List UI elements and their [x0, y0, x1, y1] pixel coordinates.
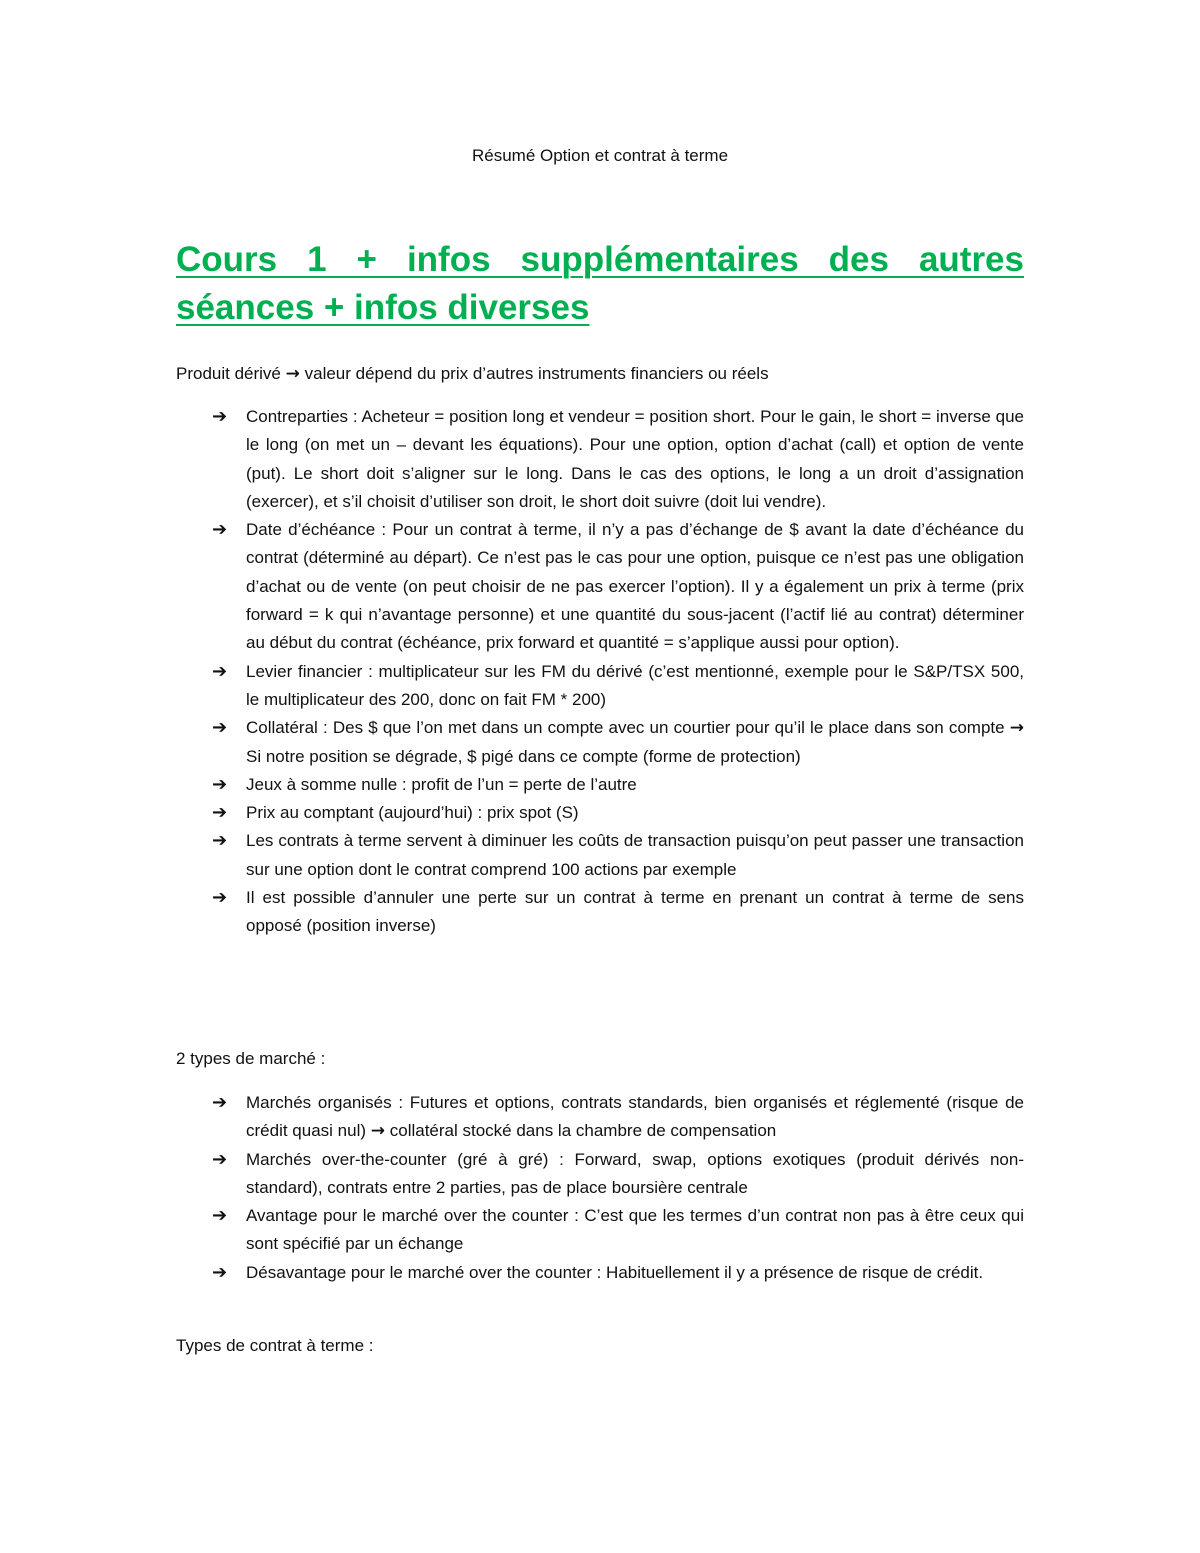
list-item: [212, 799, 1024, 827]
list-item: [212, 1259, 1024, 1287]
document-header: Résumé Option et contrat à terme: [471, 146, 729, 165]
list-item-text: Marchés over-the-counter (gré à gré) : Forward, swap, options exotiques (produit dérivés non-standard), contrats entre 2 parties, pas de place boursière centrale: [246, 1149, 1024, 1197]
list-item-text: Collatéral : Des $ que l’on met dans un compte avec un courtier pour qu’il le place dans son compte: [246, 718, 1005, 738]
arrow-right-icon: →: [370, 1121, 385, 1142]
bullet-list-definitions: [212, 403, 1024, 941]
arrow-bullet-icon: ➔: [212, 660, 228, 682]
intro-term: Produit dérivé: [176, 364, 281, 383]
arrow-bullet-icon: ➔: [212, 1092, 228, 1113]
arrow-bullet-icon: ➔: [212, 802, 228, 824]
list-item: [212, 714, 1024, 771]
list-item: [212, 1146, 1024, 1203]
arrow-bullet-icon: ➔: [212, 1205, 228, 1227]
list-item-text: Avantage pour le marché over the counter : C’est que les termes d’un contrat non pas à être ceux qui sont spécifié par un échange: [246, 1206, 1024, 1254]
arrow-bullet-icon: ➔: [212, 830, 228, 852]
section-label-contract-types: Types de contrat à terme :: [176, 1336, 374, 1355]
list-item-text: Jeux à somme nulle : profit de l’un = perte de l’autre: [246, 774, 637, 794]
section-heading: [176, 236, 1024, 332]
arrow-bullet-icon: ➔: [212, 773, 228, 795]
arrow-bullet-icon: ➔: [212, 1148, 228, 1170]
list-item-text: Désavantage pour le marché over the counter : Habituellement il y a présence de risque de crédit.: [246, 1262, 984, 1282]
list-item-text: Prix au comptant (aujourd’hui) : prix spot (S): [246, 803, 579, 823]
list-item: [212, 771, 1024, 799]
arrow-bullet-icon: ➔: [212, 1261, 228, 1283]
list-item-text: Les contrats à terme servent à diminuer les coûts de transaction puisqu’on peut passer une transaction sur une option dont le contrat comprend 100 actions par exemple: [246, 831, 1024, 879]
list-item: [212, 403, 1024, 516]
list-item: [212, 1089, 1024, 1146]
bullet-list-markets: [212, 1089, 1024, 1287]
section-heading-line-1: Cours 1 + infos supplémentaires des autres: [176, 240, 1024, 279]
list-item: [212, 1202, 1024, 1259]
section-label-market-types: 2 types de marché :: [176, 1049, 326, 1068]
arrow-right-icon: →: [1009, 718, 1024, 739]
list-item-text: Date d’échéance : Pour un contrat à terme, il n’y a pas d’échange de $ avant la date d’échéance du contrat (déterminé au départ). Ce n’est pas le cas pour une option, puisque ce n’est pas une obligation d’achat ou de vente (on peut choisir de ne pas exercer l’option). Il y a également un prix à terme (prix forward = k qui n’avantage personne) et une quantité du sous-jacent (l’actif lié au contrat) déterminer au début du contrat (échéance, prix forward et quantité = s’applique aussi pour option).: [246, 520, 1024, 653]
list-item-text: Contreparties : Acheteur = position long et vendeur = position short. Pour le gain, le short = inverse que le long (on met un – devant les équations). Pour une option, option d’achat (call) et option de vente (put). Le short doit s’aligner sur le long. Dans le cas des options, le long a un droit d’assignation (exercer), et s’il choisit d’utiliser son droit, le short doit suivre (doit lui vendre).: [246, 407, 1024, 511]
list-item: [212, 884, 1024, 941]
intro-paragraph: [176, 360, 1024, 388]
list-item-text: Levier financier : multiplicateur sur les FM du dérivé (c’est mentionné, exemple pour le S&P/TSX 500, le multiplicateur des 200, donc on fait FM * 200): [246, 661, 1024, 709]
list-item: [212, 827, 1024, 884]
intro-text: valeur dépend du prix d’autres instruments financiers ou réels: [304, 364, 769, 383]
arrow-bullet-icon: ➔: [212, 717, 228, 739]
arrow-bullet-icon: ➔: [212, 406, 228, 427]
arrow-right-icon: →: [285, 364, 300, 384]
list-item-text: Si notre position se dégrade, $ pigé dans ce compte (forme de protection): [246, 746, 801, 766]
list-item-text: Marchés organisés : Futures et options, contrats standards, bien organisés et réglementé (risque de crédit quasi nul): [246, 1093, 1024, 1141]
arrow-bullet-icon: ➔: [212, 519, 228, 541]
list-item: [212, 658, 1024, 715]
list-item-text: collatéral stocké dans la chambre de compensation: [389, 1121, 777, 1141]
list-item: [212, 516, 1024, 657]
arrow-bullet-icon: ➔: [212, 887, 228, 909]
list-item-text: Il est possible d’annuler une perte sur un contrat à terme en prenant un contrat à terme de sens opposé (position inverse): [246, 888, 1024, 936]
section-heading-line-2: séances + infos diverses: [176, 288, 590, 327]
